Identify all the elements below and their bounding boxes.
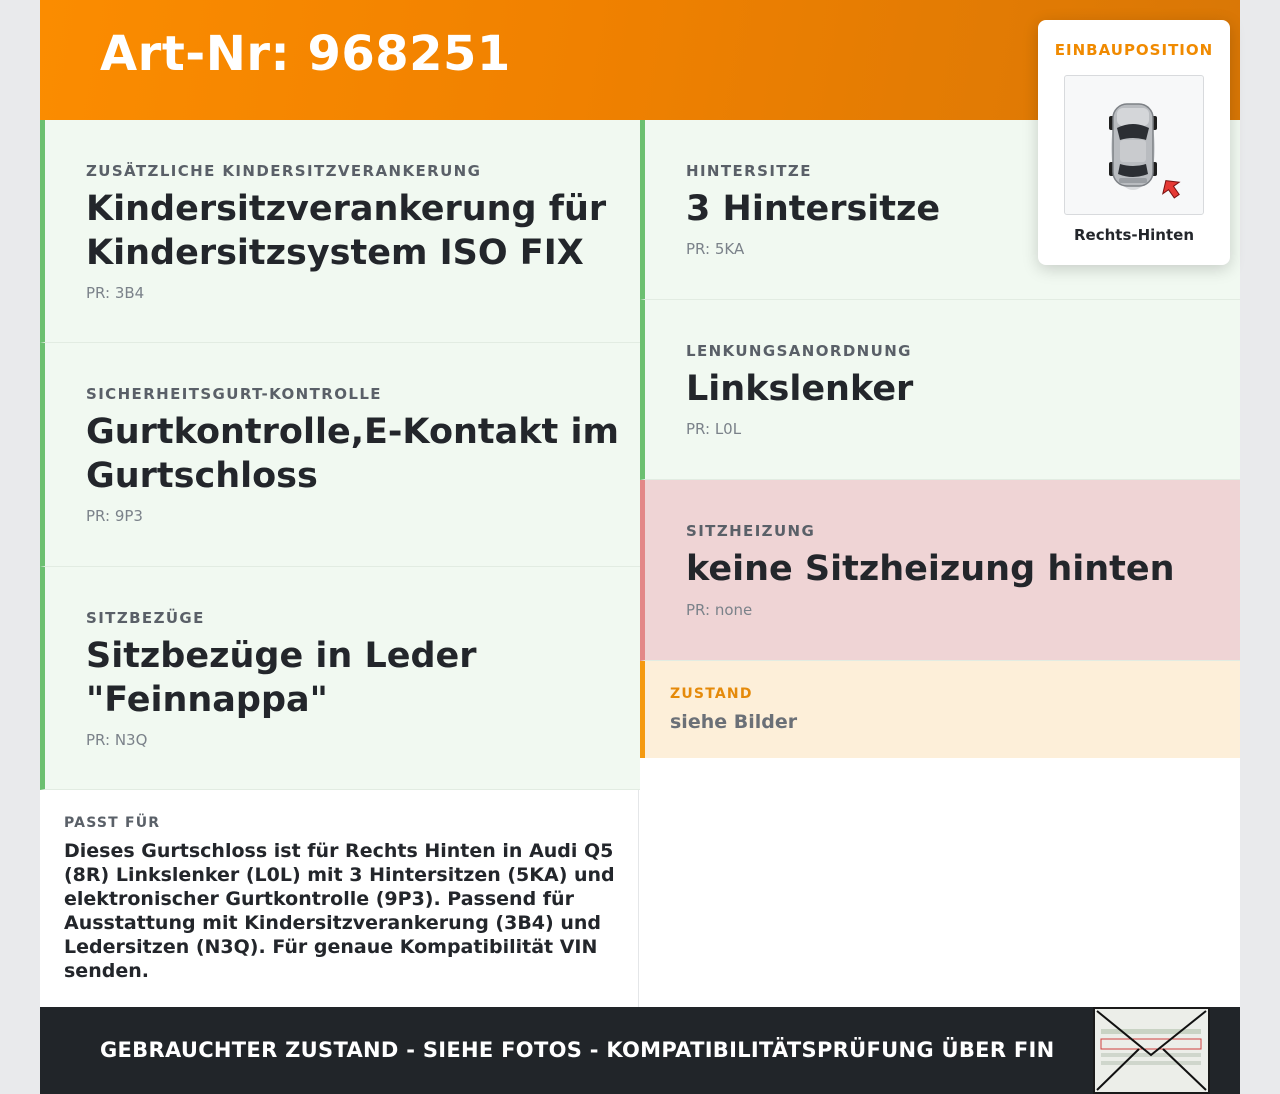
footer-bar bbox=[40, 1007, 1240, 1094]
condition-label: ZUSTAND bbox=[670, 686, 753, 702]
pr-code: PR: 9P3 bbox=[86, 507, 143, 525]
install-position-label: EINBAUPOSITION bbox=[1054, 41, 1214, 59]
spec-card-sitzbezuege bbox=[40, 567, 640, 790]
car-position-image bbox=[1064, 75, 1204, 215]
pr-code: PR: none bbox=[686, 601, 753, 619]
spec-value-line: Kindersitzsystem ISO FIX bbox=[86, 233, 584, 273]
compatibility-box bbox=[40, 790, 639, 1007]
spec-value-line: Sitzbezüge in Leder bbox=[86, 636, 477, 676]
spec-card-lenkung bbox=[640, 300, 1240, 480]
spec-card-sitzheizung bbox=[640, 480, 1240, 661]
vehicle-document-envelope-icon bbox=[1093, 1007, 1210, 1094]
install-position-card bbox=[1038, 20, 1230, 265]
spec-category: SICHERHEITSGURT-KONTROLLE bbox=[86, 385, 382, 403]
pr-code: PR: 3B4 bbox=[86, 284, 145, 302]
pr-code: PR: L0L bbox=[686, 420, 742, 438]
datasheet bbox=[40, 0, 1240, 1094]
spec-value: 3 Hintersitze bbox=[686, 189, 941, 229]
spec-value-line: Kindersitzverankerung für bbox=[86, 189, 607, 229]
compatibility-label: PASST FÜR bbox=[64, 815, 161, 831]
car-top-view-icon bbox=[1065, 76, 1205, 216]
condition-box bbox=[640, 661, 1240, 758]
spec-category: SITZHEIZUNG bbox=[686, 522, 816, 540]
article-number-title: Art-Nr: 968251 bbox=[100, 26, 511, 82]
spec-value-line: Gurtschloss bbox=[86, 456, 318, 496]
pr-code: PR: N3Q bbox=[86, 731, 148, 749]
spec-card-gurtkontrolle bbox=[40, 343, 640, 567]
install-position-caption: Rechts-Hinten bbox=[1073, 226, 1194, 244]
spec-value-line: "Feinnappa" bbox=[86, 680, 328, 720]
pr-code: PR: 5KA bbox=[686, 240, 745, 258]
compatibility-text: Dieses Gurtschloss ist für Rechts Hinten in Audi Q5 (8R) Linkslenker (L0L) mit 3 Hintersitzen (5KA) und elektronischer Gurtkontrolle (9P3). Passend für Ausstattung mit Kindersitzverankerung (3B4) und Ledersitzen (N3Q). Für genaue Kompatibilität VIN senden. bbox=[64, 840, 615, 982]
spec-category: LENKUNGSANORDNUNG bbox=[686, 342, 912, 360]
spec-category: SITZBEZÜGE bbox=[86, 609, 205, 627]
spec-value-line: Gurtkontrolle,E-Kontakt im bbox=[86, 412, 619, 452]
spec-category: HINTERSITZE bbox=[686, 162, 812, 180]
spec-value: Linkslenker bbox=[686, 369, 914, 409]
condition-value: siehe Bilder bbox=[670, 711, 798, 733]
spec-category: ZUSÄTZLICHE KINDERSITZVERANKERUNG bbox=[86, 162, 482, 180]
envelope-icon bbox=[1095, 1009, 1208, 1092]
footer-text: GEBRAUCHTER ZUSTAND - SIEHE FOTOS - KOMPATIBILITÄTSPRÜFUNG ÜBER FIN bbox=[100, 1038, 1055, 1062]
spec-card-kindersitz bbox=[40, 120, 640, 343]
spec-value: keine Sitzheizung hinten bbox=[686, 549, 1175, 589]
